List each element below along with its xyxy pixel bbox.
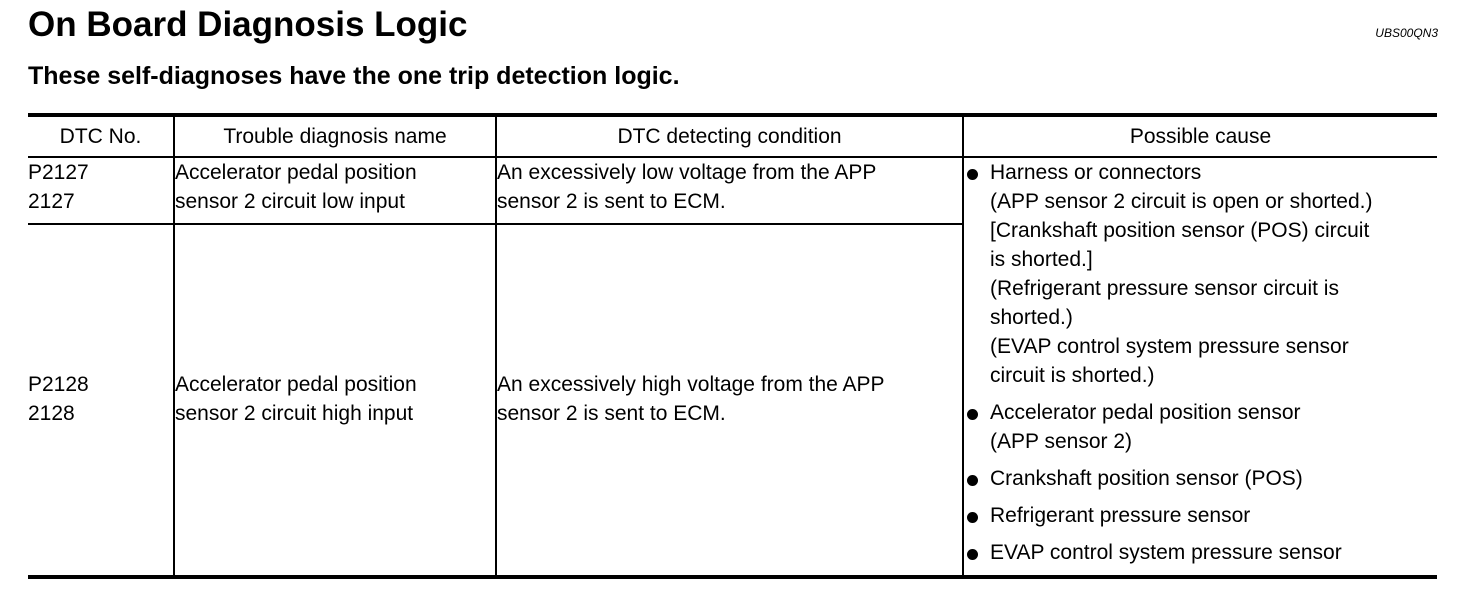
dtc-code: P2127 [28, 161, 89, 184]
dtc-cell [28, 157, 174, 224]
cause-line: EVAP control system pressure sensor [990, 541, 1342, 564]
header-possible-cause: Possible cause [963, 115, 1437, 157]
list-item [964, 398, 1437, 456]
list-item [964, 464, 1437, 493]
possible-cause-list [964, 158, 1437, 567]
detecting-condition-line: sensor 2 is sent to ECM. [497, 190, 726, 213]
cause-line: (Refrigerant pressure sensor circuit is [990, 277, 1339, 300]
bullet-icon [967, 169, 978, 180]
diagnosis-name-line: Accelerator pedal position [175, 161, 417, 184]
bullet-icon [967, 475, 978, 486]
header-dtc-detecting-condition: DTC detecting condition [496, 115, 963, 157]
list-item [964, 158, 1437, 390]
page-title: On Board Diagnosis Logic [28, 5, 468, 44]
page-subtitle: These self-diagnoses have the one trip detection logic. [28, 62, 680, 90]
dtc-code-alt: 2127 [28, 190, 75, 213]
header-dtc-no: DTC No. [28, 115, 174, 157]
cause-line: shorted.) [990, 306, 1073, 329]
cause-line: (APP sensor 2 circuit is open or shorted.) [990, 190, 1373, 213]
cause-line: circuit is shorted.) [990, 364, 1155, 387]
detecting-condition-line: sensor 2 is sent to ECM. [497, 402, 726, 426]
cause-line: Refrigerant pressure sensor [990, 504, 1251, 527]
diagnosis-table [28, 113, 1437, 579]
detecting-condition-cell [496, 157, 963, 224]
cause-line: Accelerator pedal position sensor [990, 401, 1301, 424]
detecting-condition-cell [496, 224, 963, 577]
cause-line: (APP sensor 2) [990, 430, 1133, 453]
diagnosis-name-line: Accelerator pedal position [175, 373, 417, 397]
document-code: UBS00QN3 [1375, 26, 1438, 40]
table-header-row [28, 115, 1437, 157]
cause-line: Crankshaft position sensor (POS) [990, 467, 1303, 490]
bullet-icon [967, 512, 978, 523]
list-item [964, 538, 1437, 567]
possible-cause-cell [963, 157, 1437, 577]
table-row [28, 157, 1437, 224]
diagnosis-name-line: sensor 2 circuit high input [175, 402, 414, 426]
detecting-condition-line: An excessively low voltage from the APP [497, 161, 877, 184]
cause-line: is shorted.] [990, 248, 1093, 271]
bullet-icon [967, 409, 978, 420]
detecting-condition-line: An excessively high voltage from the APP [497, 373, 885, 397]
cause-line: [Crankshaft position sensor (POS) circuit [990, 219, 1370, 242]
diagnosis-name-cell [174, 157, 496, 224]
dtc-cell [28, 224, 174, 577]
dtc-code-alt: 2128 [28, 402, 75, 426]
header-trouble-diagnosis-name: Trouble diagnosis name [174, 115, 496, 157]
cause-line: Harness or connectors [990, 161, 1202, 184]
list-item [964, 501, 1437, 530]
diagnosis-name-cell [174, 224, 496, 577]
cause-line: (EVAP control system pressure sensor [990, 335, 1349, 358]
bullet-icon [967, 549, 978, 560]
dtc-code: P2128 [28, 373, 89, 397]
diagnosis-name-line: sensor 2 circuit low input [175, 190, 405, 213]
